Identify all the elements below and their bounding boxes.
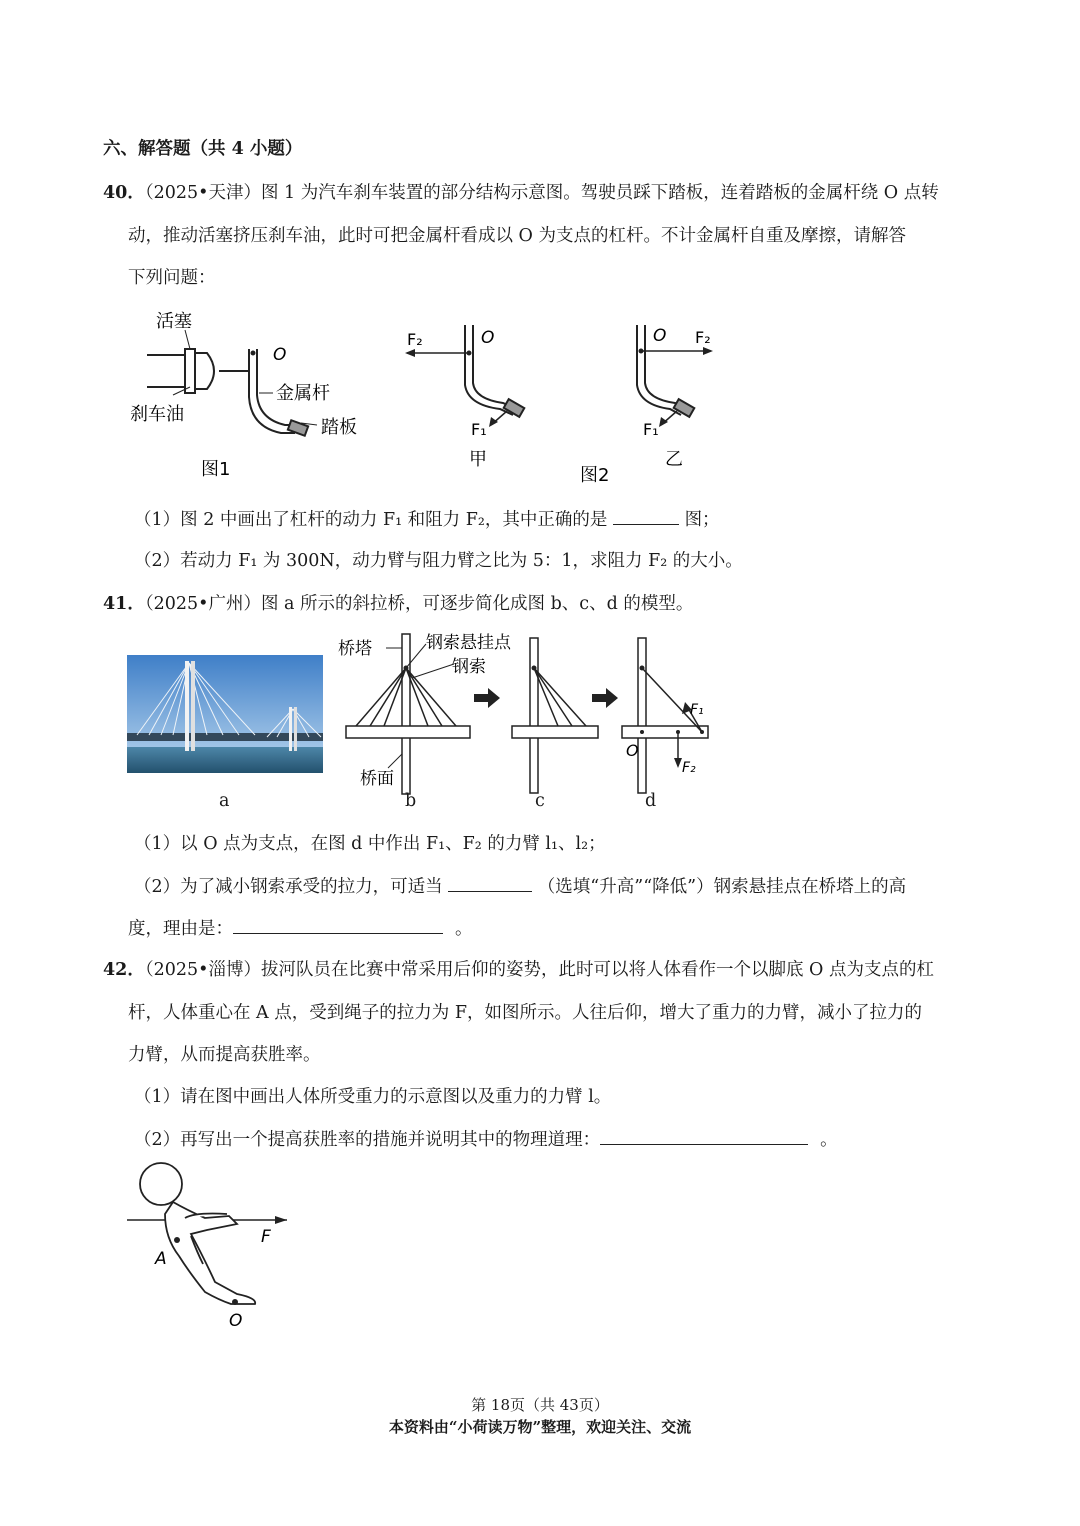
- label-piston: 活塞: [156, 311, 192, 332]
- q41-sub2-text2: （选填“升高”“降低”）钢索悬挂点在桥塔上的高: [537, 877, 907, 897]
- footer-note: 本资料由“小荷读万物”整理，欢迎关注、交流: [388, 1418, 692, 1436]
- label-fig1: 图1: [201, 459, 231, 480]
- section-title: 六、解答题（共 4 小题）: [103, 139, 303, 159]
- q40-sub1-blank[interactable]: [613, 508, 679, 525]
- bridge-photo: [127, 655, 323, 773]
- q42-sub2-end: 。: [820, 1130, 838, 1150]
- caption-d: d: [645, 791, 657, 811]
- q41-reason-end: 。: [455, 919, 473, 939]
- q41-line1: [103, 593, 693, 615]
- q40-line3: 下列问题：: [128, 268, 216, 288]
- label-o-jia: O: [481, 328, 495, 348]
- label-yi: 乙: [665, 449, 683, 470]
- label-o-yi: O: [653, 326, 667, 346]
- q40-line2: 动，推动活塞挤压刹车油，此时可把金属杆看成以 O 为支点的杠杆。不计金属杆自重及摩擦，请解答: [128, 226, 906, 246]
- q42-line3: 力臂，从而提高获胜率。: [128, 1045, 321, 1065]
- caption-b: b: [405, 791, 417, 811]
- q42-source: （2025•淄博）: [144, 960, 261, 980]
- label-cable: 钢索: [452, 657, 486, 677]
- q41-text1: 图 a 所示的斜拉桥，可逐步简化成图 b、c、d 的模型。: [260, 594, 694, 614]
- label-o-fig1: O: [273, 345, 287, 365]
- q42-number: 42．: [103, 960, 145, 980]
- q41-number: 41．: [103, 594, 145, 614]
- q42-line1: [103, 959, 934, 981]
- label-f1-jia: F₁: [471, 420, 487, 439]
- q41-sub2-blank[interactable]: [448, 875, 532, 892]
- q40-line1: [103, 182, 939, 204]
- q42-figure: [125, 1160, 305, 1335]
- label-f1-yi: F₁: [643, 420, 659, 439]
- q42-sub1: （1）请在图中画出人体所受重力的示意图以及重力的力臂 l。: [134, 1087, 612, 1107]
- label-anchor: 钢索悬挂点: [426, 633, 511, 653]
- q40-source: （2025•天津）: [144, 183, 261, 203]
- label-pedal: 踏板: [321, 417, 357, 438]
- q40-sub1-text: （1）图 2 中画出了杠杆的动力 F₁ 和阻力 F₂，其中正确的是: [134, 510, 608, 530]
- label-brake-oil: 刹车油: [130, 404, 184, 425]
- q40-sub2: （2）若动力 F₁ 为 300N，动力臂与阻力臂之比为 5：1，求阻力 F₂ 的大小。: [134, 551, 743, 571]
- q42-sub2-text: （2）再写出一个提高获胜率的措施并说明其中的物理道理：: [134, 1130, 601, 1150]
- label-deck: 桥面: [360, 769, 394, 789]
- label-a-q42: A: [155, 1249, 167, 1269]
- q42-text1: 拔河队员在比赛中常采用后仰的姿势，此时可以将人体看作一个以脚底 O 点为支点的杠: [260, 960, 934, 980]
- q41-reason-blank[interactable]: [233, 917, 443, 934]
- footer-page: 第 18页（共 43页）: [471, 1396, 609, 1414]
- q41-sub2: [134, 875, 906, 898]
- label-f-q42: F: [261, 1227, 271, 1247]
- label-f1-d: F₁: [690, 702, 704, 718]
- label-tower: 桥塔: [338, 639, 372, 659]
- q40-figure: [125, 305, 725, 490]
- q41-sub2-line2: [128, 917, 473, 940]
- label-jia: 甲: [469, 449, 487, 470]
- q40-number: 40．: [103, 183, 145, 203]
- label-o-q42: O: [229, 1311, 243, 1331]
- label-fig2: 图2: [580, 465, 610, 486]
- label-f2-d: F₂: [682, 760, 696, 776]
- q41-sub1: （1）以 O 点为支点，在图 d 中作出 F₁、F₂ 的力臂 l₁、l₂；: [134, 834, 606, 854]
- q41-figure: [330, 628, 730, 813]
- q42-sub2: [134, 1128, 838, 1151]
- q40-text1: 图 1 为汽车刹车装置的部分结构示意图。驾驶员踩下踏板，连着踏板的金属杆绕 O 点转: [260, 183, 939, 203]
- label-o-d: O: [626, 741, 639, 760]
- q42-sub2-blank[interactable]: [600, 1128, 808, 1145]
- label-rod: 金属杆: [276, 383, 330, 404]
- q41-source: （2025•广州）: [144, 594, 261, 614]
- q41-reason-label: 度，理由是：: [128, 919, 233, 939]
- q40-sub1: [134, 508, 720, 531]
- label-f2-jia: F₂: [407, 330, 423, 349]
- caption-a: a: [219, 791, 230, 811]
- label-f2-yi: F₂: [695, 328, 711, 347]
- q41-sub2-text: （2）为了减小钢索承受的拉力，可适当: [134, 877, 443, 897]
- q42-line2: 杆，人体重心在 A 点，受到绳子的拉力为 F，如图所示。人往后仰，增大了重力的力臂，减小了拉力的: [128, 1003, 922, 1023]
- caption-c: c: [535, 791, 545, 811]
- q40-sub1-end: 图；: [684, 510, 720, 530]
